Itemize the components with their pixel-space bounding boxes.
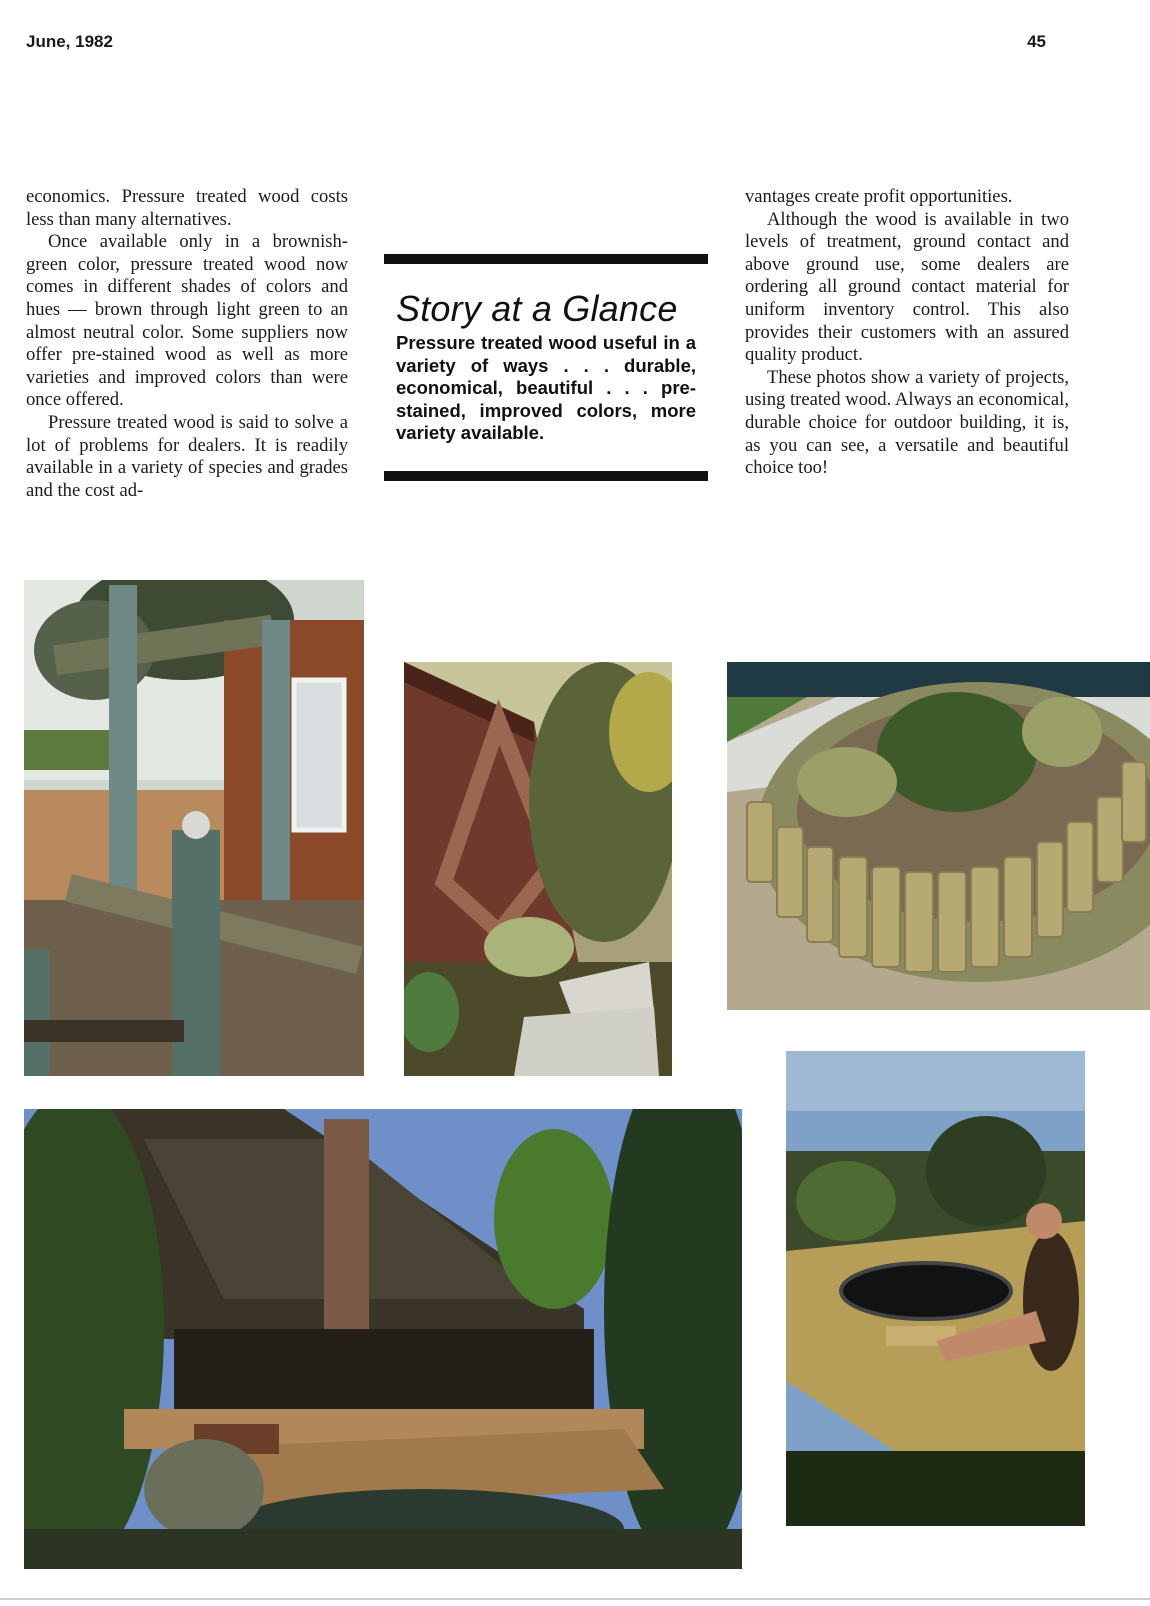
body-paragraph: economics. Pressure treated wood costs less than many alternatives. (26, 186, 348, 230)
bottom-rule (384, 471, 708, 481)
right-text-column (745, 186, 1069, 480)
body-paragraph: Once available only in a brownish-green color, pressure treated wood now comes in different shades of colors and hues — brown through light green to an almost neutral color. Some suppliers now offer pre-stained wood as well as more varieties and improved colors than were once offered. (26, 231, 348, 411)
page-edge (0, 1598, 1150, 1600)
photo-garden-steps (404, 662, 672, 1076)
body-paragraph: These photos show a variety of projects, using treated wood. Always an economical, durable choice for outdoor building, it is, as you can see, a versatile and beautiful choice too! (745, 366, 1069, 479)
body-paragraph: vantages create profit opportunities. (745, 186, 1013, 207)
body-paragraph: Although the wood is available in two levels of treatment, ground contact and above ground use, some dealers are ordering all ground contact material for uniform inventory control. This also provides their customers with an assured quality product. (745, 208, 1069, 366)
story-at-a-glance-box (384, 254, 708, 481)
photo-deck-posts (24, 580, 364, 1076)
issue-date: June, 1982 (26, 32, 113, 51)
left-text-column (26, 186, 348, 502)
photo-sunbather (786, 1051, 1085, 1526)
photo-house-deck (24, 1109, 742, 1569)
sidebar-summary: Pressure treated wood useful in a variety of ways . . . durable, economical, beautiful . . . pre-stained, improved colors, more variety available. (396, 332, 696, 444)
photo-planter (727, 662, 1150, 1010)
top-rule (384, 254, 708, 264)
body-paragraph: Pressure treated wood is said to solve a lot of problems for dealers. It is readily available in a variety of species and grades and the cost ad- (26, 411, 348, 501)
sidebar-title: Story at a Glance (396, 288, 678, 329)
page-number: 45 (1027, 32, 1046, 51)
